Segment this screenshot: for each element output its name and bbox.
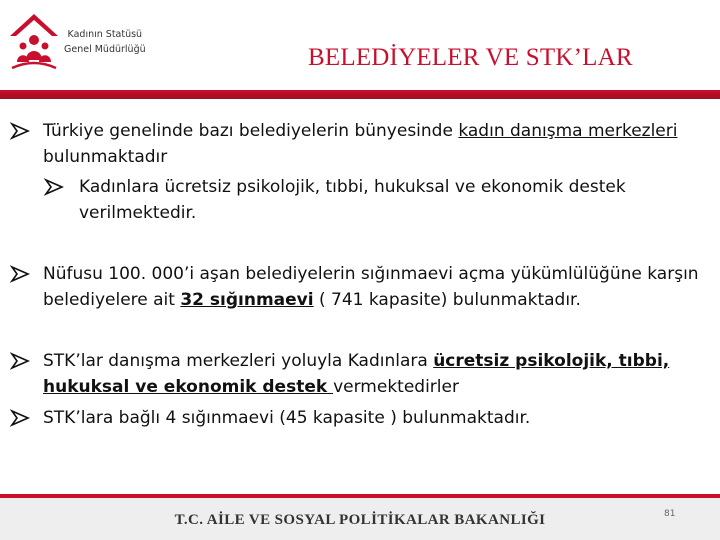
org-line-1: Kadının Statüsü <box>67 29 143 40</box>
bullet-4 <box>10 405 690 431</box>
underlined-bold-phrase: ücretsiz psikolojik, tıbbi, hukuksal ve ekonomik destek <box>43 351 670 397</box>
bullet-3 <box>10 348 690 400</box>
arrow-bullet-icon <box>10 118 32 144</box>
bullet-1-sub <box>44 174 714 226</box>
arrow-bullet-icon <box>10 348 32 374</box>
bullet-1 <box>10 118 690 170</box>
arrow-bullet-icon <box>44 174 66 200</box>
arrow-bullet-icon <box>10 405 32 431</box>
org-line-2: Genel Müdürlüğü <box>64 44 146 55</box>
underlined-phrase: kadın danışma merkezleri <box>458 121 678 141</box>
organization-name <box>64 27 146 57</box>
bullet-4-text: STK’lara bağlı 4 sığınmaevi (45 kapasite ) bulunmaktadır. <box>43 408 531 428</box>
underlined-bold-phrase: 32 sığınmaevi <box>180 290 314 310</box>
ministry-logo <box>8 10 60 72</box>
slide-title: BELEDİYELER VE STK’LAR <box>308 44 633 71</box>
ministry-name: T.C. AİLE VE SOSYAL POLİTİKALAR BAKANLIĞI <box>174 512 546 528</box>
bullet-3-text: STK’lar danışma merkezleri yoluyla Kadınlara ücretsiz psikolojik, tıbbi, hukuksal ve ekonomik destek vermektedirler <box>43 351 670 397</box>
bullet-1-text: Türkiye genelinde bazı belediyelerin bünyesinde kadın danışma merkezleri bulunmaktadır <box>43 121 678 167</box>
bullet-1-sub-text: Kadınlara ücretsiz psikolojik, tıbbi, hukuksal ve ekonomik destek verilmektedir. <box>79 177 626 223</box>
arrow-bullet-icon <box>10 261 32 287</box>
bullet-2-text: Nüfusu 100. 000’i aşan belediyelerin sığınmaevi açma yükümlülüğüne karşın belediyelere ait 32 sığınmaevi ( 741 kapasite) bulunmaktadır. <box>43 264 699 310</box>
bullet-2 <box>10 261 715 313</box>
header-rule <box>0 90 720 99</box>
page-number: 81 <box>664 509 676 519</box>
